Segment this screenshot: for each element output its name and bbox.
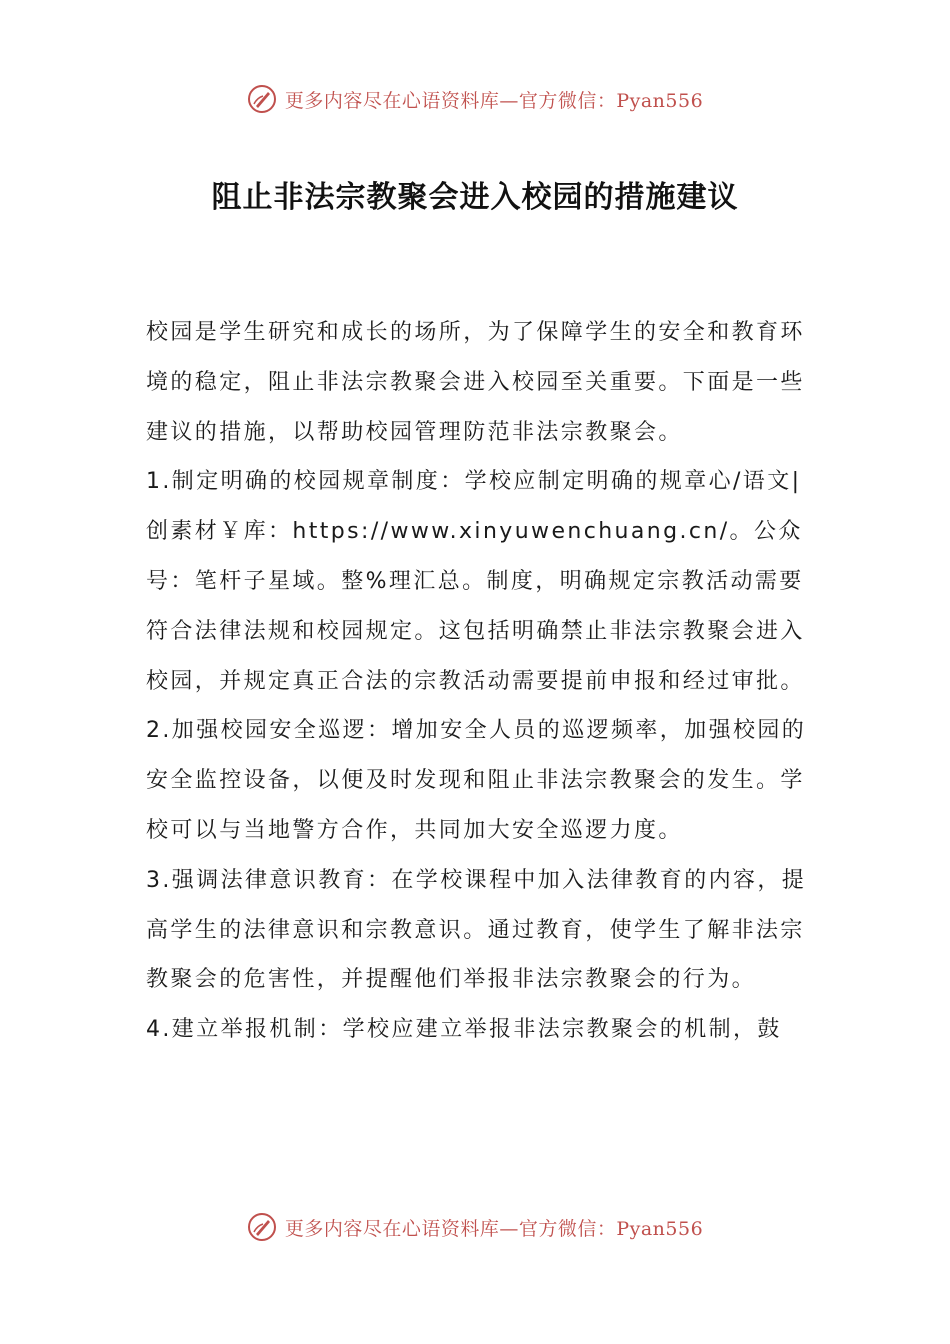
quill-logo-icon (247, 1212, 277, 1242)
header-banner-text: 更多内容尽在心语资料库—官方微信：Pyan556 (284, 89, 704, 112)
paragraph-item-1: 1.制定明确的校园规章制度：学校应制定明确的规章心/语文|创素材￥库：https://www.xinyuwenchuang.cn/。公众号：笔杆子星域。整%理汇总。制度，明确规定宗教活动需要符合法律法规和校园规定。这包括明确禁止非法宗教聚会进入校园，并规定真正合法的宗教活动需要提前申报和经过审批。 (146, 469, 805, 694)
paragraph-item-3: 3.强调法律意识教育：在学校课程中加入法律教育的内容，提高学生的法律意识和宗教意识。通过教育，使学生了解非法宗教聚会的危害性，并提醒他们举报非法宗教聚会的行为。 (146, 867, 807, 993)
quill-logo-icon (247, 84, 277, 114)
paragraph-item-4: 4.建立举报机制：学校应建立举报非法宗教聚会的机制，鼓 (146, 1017, 782, 1043)
footer-banner-text: 更多内容尽在心语资料库—官方微信：Pyan556 (284, 1217, 704, 1240)
page-title: 阻止非法宗教聚会进入校园的措施建议 (211, 180, 739, 215)
document-body (146, 308, 810, 1055)
footer-banner (0, 1212, 950, 1242)
paragraph-intro: 校园是学生研究和成长的场所，为了保障学生的安全和教育环境的稳定，阻止非法宗教聚会进入校园至关重要。下面是一些建议的措施，以帮助校园管理防范非法宗教聚会。 (146, 320, 805, 445)
header-banner (0, 84, 950, 114)
paragraph-item-2: 2.加强校园安全巡逻：增加安全人员的巡逻频率，加强校园的安全监控设备，以便及时发现和阻止非法宗教聚会的发生。学校可以与当地警方合作，共同加大安全巡逻力度。 (146, 718, 807, 843)
